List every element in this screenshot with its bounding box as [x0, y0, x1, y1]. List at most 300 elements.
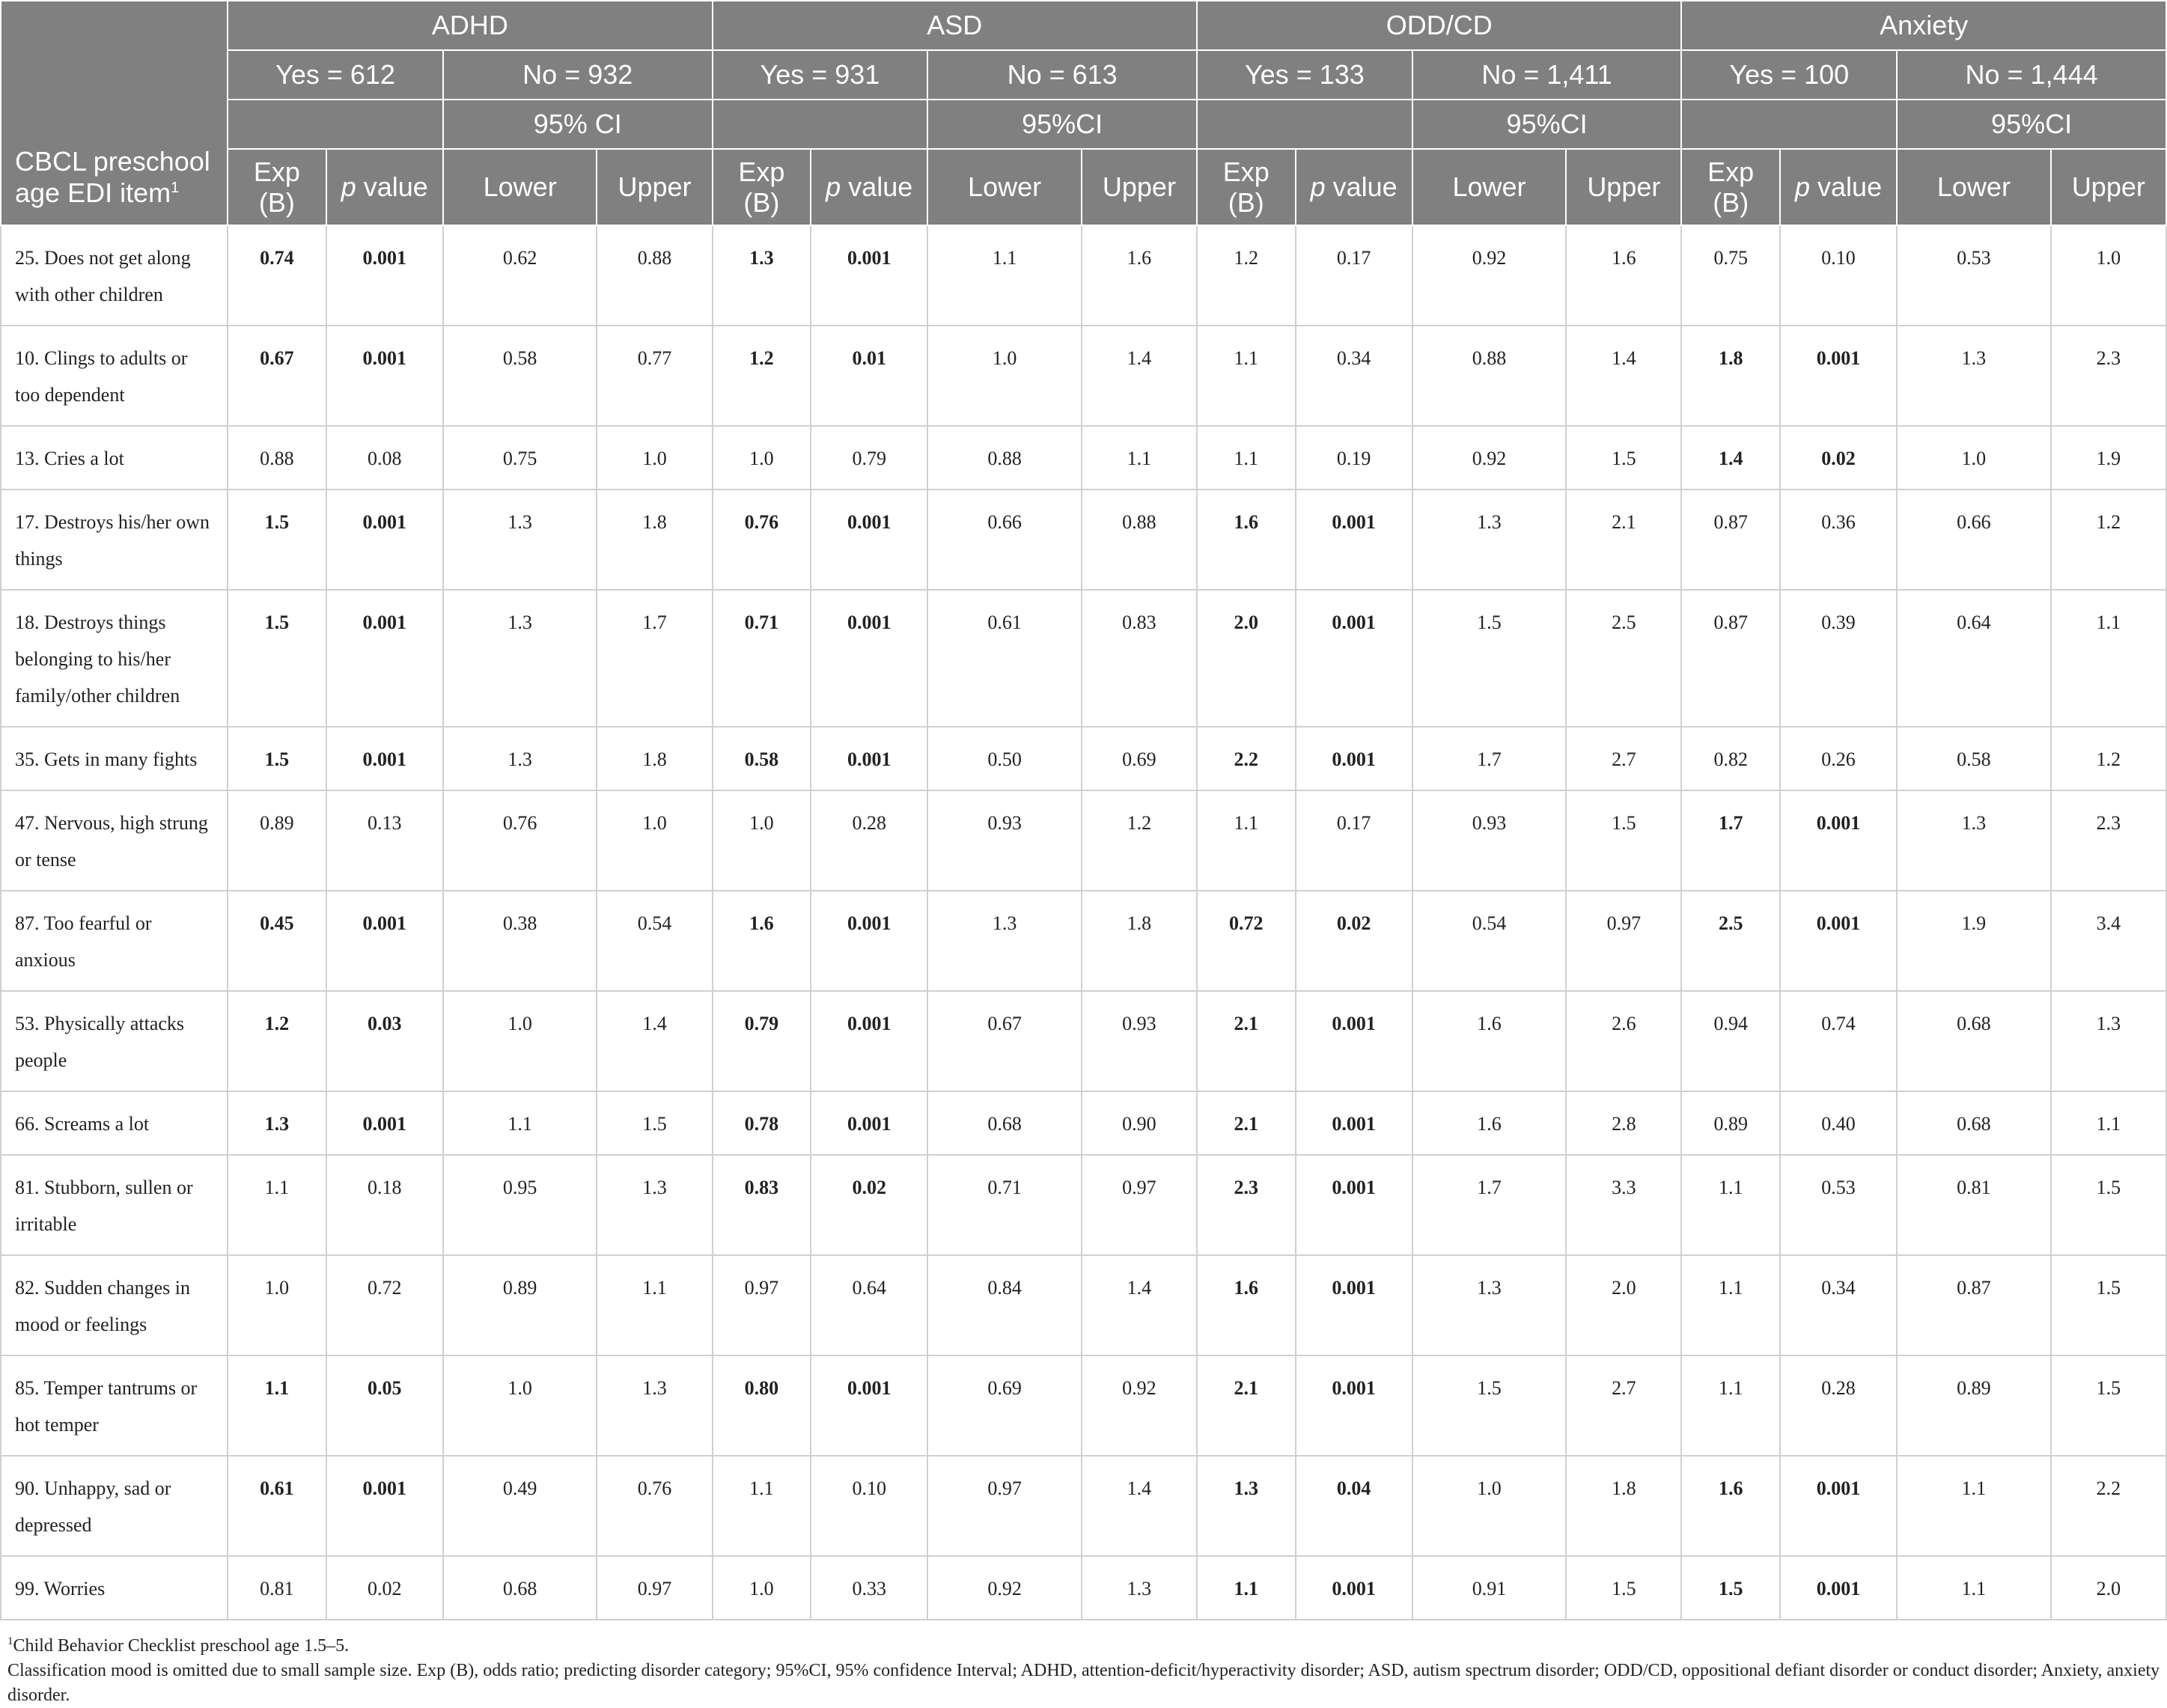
data-cell: 0.54: [597, 891, 712, 991]
data-cell: 0.71: [713, 590, 811, 727]
data-cell: 0.001: [326, 1456, 443, 1556]
data-cell: 0.72: [1197, 891, 1296, 991]
table-row: [1, 1091, 2166, 1155]
footnote-1-text: Child Behavior Checklist preschool age 1.5–5.: [13, 1636, 350, 1656]
data-cell: 0.02: [811, 1155, 927, 1255]
data-cell: 2.2: [1197, 727, 1296, 790]
lower-header: Lower: [443, 149, 597, 225]
data-cell: 1.6: [1197, 489, 1296, 590]
empty-header-cell: [1681, 100, 1897, 149]
group-header-odd-cd: ODD/CD: [1197, 1, 1681, 50]
data-cell: 0.76: [713, 489, 811, 590]
data-cell: 0.91: [1412, 1556, 1567, 1620]
data-cell: 0.89: [1897, 1355, 2051, 1456]
data-cell: 0.13: [326, 790, 443, 891]
data-cell: 0.97: [927, 1456, 1082, 1556]
data-cell: 0.62: [443, 225, 597, 326]
data-cell: 1.3: [443, 727, 597, 790]
exp-b-header: Exp (B): [1197, 149, 1296, 225]
data-cell: 0.001: [811, 489, 927, 590]
data-cell: 1.1: [713, 1456, 811, 1556]
no-count-header: No = 932: [443, 50, 713, 100]
data-cell: 0.33: [811, 1556, 927, 1620]
data-cell: 0.87: [1681, 590, 1780, 727]
data-cell: 1.1: [1197, 326, 1296, 426]
data-cell: 1.8: [1082, 891, 1197, 991]
data-cell: 1.5: [2051, 1255, 2166, 1355]
data-cell: 1.3: [228, 1091, 326, 1155]
yes-count-header: Yes = 100: [1681, 50, 1897, 100]
lower-header: Lower: [1412, 149, 1567, 225]
row-item-label: 17. Destroys his/her own things: [1, 489, 228, 590]
data-cell: 2.3: [1197, 1155, 1296, 1255]
data-cell: 1.5: [1566, 426, 1681, 489]
data-cell: 0.79: [811, 426, 927, 489]
table-row: [1, 727, 2166, 790]
data-cell: 0.90: [1082, 1091, 1197, 1155]
header-row-ci: [1, 100, 2166, 149]
data-cell: 0.84: [927, 1255, 1082, 1355]
data-cell: 0.69: [927, 1355, 1082, 1456]
data-cell: 0.34: [1296, 326, 1412, 426]
data-cell: 0.94: [1681, 991, 1780, 1091]
data-cell: 0.89: [228, 790, 326, 891]
ci-header: 95%CI: [1897, 100, 2166, 149]
data-cell: 0.02: [326, 1556, 443, 1620]
data-cell: 0.001: [326, 326, 443, 426]
data-cell: 0.001: [326, 891, 443, 991]
data-cell: 0.66: [1897, 489, 2051, 590]
data-cell: 1.0: [713, 790, 811, 891]
data-cell: 1.8: [1566, 1456, 1681, 1556]
data-cell: 1.1: [1197, 790, 1296, 891]
data-cell: 1.0: [597, 426, 712, 489]
data-cell: 0.05: [326, 1355, 443, 1456]
data-cell: 0.64: [1897, 590, 2051, 727]
data-cell: 0.89: [1681, 1091, 1780, 1155]
data-cell: 0.83: [1082, 590, 1197, 727]
data-cell: 0.19: [1296, 426, 1412, 489]
data-cell: 0.001: [326, 1091, 443, 1155]
lower-header: Lower: [1897, 149, 2051, 225]
exp-b-header: Exp (B): [713, 149, 811, 225]
table-row: [1, 225, 2166, 326]
data-cell: 1.5: [597, 1091, 712, 1155]
row-item-label: 25. Does not get along with other children: [1, 225, 228, 326]
empty-header-cell: [228, 100, 443, 149]
data-cell: 0.53: [1897, 225, 2051, 326]
row-item-label: 82. Sudden changes in mood or feelings: [1, 1255, 228, 1355]
data-cell: 0.87: [1681, 489, 1780, 590]
row-header-footnote-mark: 1: [171, 179, 180, 196]
data-cell: 0.001: [811, 727, 927, 790]
table-row: [1, 1355, 2166, 1456]
data-cell: 0.88: [597, 225, 712, 326]
row-item-label: 18. Destroys things belonging to his/her family/other children: [1, 590, 228, 727]
data-cell: 2.1: [1197, 1091, 1296, 1155]
data-cell: 1.8: [597, 489, 712, 590]
data-cell: 0.001: [1296, 590, 1412, 727]
data-cell: 1.3: [597, 1355, 712, 1456]
data-cell: 0.72: [326, 1255, 443, 1355]
data-cell: 0.92: [1412, 426, 1567, 489]
data-cell: 2.7: [1566, 727, 1681, 790]
data-cell: 0.92: [1082, 1355, 1197, 1456]
row-item-label: 85. Temper tantrums or hot temper: [1, 1355, 228, 1456]
data-cell: 1.5: [228, 590, 326, 727]
data-cell: 0.81: [228, 1556, 326, 1620]
data-cell: 0.93: [1082, 991, 1197, 1091]
data-cell: 0.76: [443, 790, 597, 891]
row-item-label: 66. Screams a lot: [1, 1091, 228, 1155]
row-item-label: 90. Unhappy, sad or depressed: [1, 1456, 228, 1556]
data-cell: 1.6: [713, 891, 811, 991]
p-value-header: p value: [1296, 149, 1412, 225]
data-cell: 1.7: [1412, 1155, 1567, 1255]
data-cell: 1.3: [1082, 1556, 1197, 1620]
data-cell: 0.40: [1780, 1091, 1897, 1155]
data-cell: 2.3: [2051, 790, 2166, 891]
data-cell: 0.78: [713, 1091, 811, 1155]
data-cell: 1.8: [597, 727, 712, 790]
data-cell: 0.02: [1296, 891, 1412, 991]
data-cell: 0.001: [1780, 790, 1897, 891]
ci-header: 95% CI: [443, 100, 713, 149]
data-cell: 0.18: [326, 1155, 443, 1255]
no-count-header: No = 1,444: [1897, 50, 2166, 100]
data-cell: 0.66: [927, 489, 1082, 590]
table-row: [1, 1556, 2166, 1620]
row-item-label: 47. Nervous, high strung or tense: [1, 790, 228, 891]
data-cell: 1.1: [1681, 1255, 1780, 1355]
data-cell: 0.97: [713, 1255, 811, 1355]
data-cell: 1.0: [927, 326, 1082, 426]
data-cell: 1.4: [597, 991, 712, 1091]
table-row: [1, 1155, 2166, 1255]
data-cell: 1.0: [443, 1355, 597, 1456]
data-cell: 1.6: [1412, 991, 1567, 1091]
data-cell: 0.75: [443, 426, 597, 489]
data-cell: 0.34: [1780, 1255, 1897, 1355]
data-cell: 1.5: [228, 489, 326, 590]
row-item-label: 81. Stubborn, sullen or irritable: [1, 1155, 228, 1255]
data-cell: 0.001: [811, 225, 927, 326]
data-cell: 0.88: [1412, 326, 1567, 426]
data-cell: 0.58: [1897, 727, 2051, 790]
table-body: [1, 225, 2166, 1620]
data-cell: 1.0: [2051, 225, 2166, 326]
data-cell: 0.67: [927, 991, 1082, 1091]
data-cell: 0.10: [811, 1456, 927, 1556]
data-cell: 1.1: [1681, 1355, 1780, 1456]
data-cell: 2.0: [1566, 1255, 1681, 1355]
data-cell: 3.4: [2051, 891, 2166, 991]
data-cell: 0.001: [326, 489, 443, 590]
data-cell: 0.88: [1082, 489, 1197, 590]
header-row-groups: [1, 1, 2166, 50]
data-cell: 1.2: [2051, 489, 2166, 590]
data-cell: 0.02: [1780, 426, 1897, 489]
data-cell: 2.5: [1681, 891, 1780, 991]
data-cell: 1.2: [1197, 225, 1296, 326]
data-cell: 0.61: [927, 590, 1082, 727]
data-cell: 0.64: [811, 1255, 927, 1355]
table-row: [1, 590, 2166, 727]
data-cell: 0.50: [927, 727, 1082, 790]
data-cell: 0.26: [1780, 727, 1897, 790]
data-cell: 1.5: [228, 727, 326, 790]
data-cell: 0.77: [597, 326, 712, 426]
group-header-asd: ASD: [713, 1, 1197, 50]
data-cell: 1.5: [1566, 1556, 1681, 1620]
data-cell: 1.6: [1681, 1456, 1780, 1556]
data-cell: 2.3: [2051, 326, 2166, 426]
group-header-anxiety: Anxiety: [1681, 1, 2166, 50]
yes-count-header: Yes = 931: [713, 50, 928, 100]
data-cell: 1.4: [1681, 426, 1780, 489]
data-cell: 1.5: [1412, 590, 1567, 727]
data-cell: 1.0: [713, 1556, 811, 1620]
group-header-adhd: ADHD: [228, 1, 712, 50]
row-header-text: CBCL preschool age EDI item: [15, 146, 210, 208]
data-cell: 1.0: [228, 1255, 326, 1355]
header-row-counts: [1, 50, 2166, 100]
p-value-header: p value: [811, 149, 927, 225]
data-cell: 1.7: [597, 590, 712, 727]
empty-header-cell: [713, 100, 928, 149]
data-cell: 0.001: [1296, 727, 1412, 790]
header-row-stats: [1, 149, 2166, 225]
data-cell: 1.3: [443, 590, 597, 727]
data-cell: 0.87: [1897, 1255, 2051, 1355]
data-cell: 2.0: [1197, 590, 1296, 727]
data-cell: 0.001: [811, 891, 927, 991]
table-header: [1, 1, 2166, 225]
data-cell: 1.2: [228, 991, 326, 1091]
data-cell: 1.1: [443, 1091, 597, 1155]
table-row: [1, 991, 2166, 1091]
row-item-label: 87. Too fearful or anxious: [1, 891, 228, 991]
ci-header: 95%CI: [927, 100, 1197, 149]
row-header-cell: [1, 1, 228, 225]
table-row: [1, 790, 2166, 891]
data-cell: 1.1: [1897, 1456, 2051, 1556]
data-cell: 1.1: [228, 1155, 326, 1255]
row-item-label: 13. Cries a lot: [1, 426, 228, 489]
data-cell: 0.001: [1296, 1091, 1412, 1155]
data-cell: 1.6: [1566, 225, 1681, 326]
data-cell: 0.17: [1296, 225, 1412, 326]
data-cell: 0.49: [443, 1456, 597, 1556]
data-cell: 0.95: [443, 1155, 597, 1255]
data-cell: 0.001: [1296, 1255, 1412, 1355]
data-cell: 1.4: [1082, 1255, 1197, 1355]
upper-header: Upper: [2051, 149, 2166, 225]
data-cell: 0.58: [713, 727, 811, 790]
data-cell: 1.3: [443, 489, 597, 590]
data-cell: 2.8: [1566, 1091, 1681, 1155]
row-item-label: 99. Worries: [1, 1556, 228, 1620]
data-cell: 0.74: [228, 225, 326, 326]
table-row: [1, 426, 2166, 489]
lower-header: Lower: [927, 149, 1082, 225]
data-cell: 1.1: [228, 1355, 326, 1456]
data-cell: 1.0: [597, 790, 712, 891]
data-cell: 0.001: [1296, 1155, 1412, 1255]
data-cell: 0.69: [1082, 727, 1197, 790]
data-cell: 2.6: [1566, 991, 1681, 1091]
data-cell: 0.001: [1296, 1355, 1412, 1456]
data-cell: 0.001: [811, 991, 927, 1091]
data-cell: 1.3: [1412, 489, 1567, 590]
data-cell: 0.28: [1780, 1355, 1897, 1456]
yes-count-header: Yes = 612: [228, 50, 443, 100]
footnote-2: Classification mood is omitted due to small sample size. Exp (B), odds ratio; predicting disorder category; 95%CI, 95% confidence Interval; ADHD, attention-deficit/hyperactivity disorder; ASD, autism spectrum disorder; ODD/CD, oppositional defiant disorder or conduct disorder; Anxiety, anxiety disorder.: [7, 1661, 2160, 1705]
data-cell: 0.08: [326, 426, 443, 489]
data-cell: 0.03: [326, 991, 443, 1091]
p-value-header: p value: [1780, 149, 1897, 225]
data-cell: 2.2: [2051, 1456, 2166, 1556]
data-cell: 0.54: [1412, 891, 1567, 991]
data-cell: 1.1: [1681, 1155, 1780, 1255]
data-cell: 1.3: [1897, 790, 2051, 891]
data-cell: 1.5: [2051, 1155, 2166, 1255]
data-cell: 0.68: [1897, 991, 2051, 1091]
data-cell: 1.3: [2051, 991, 2166, 1091]
p-value-header: p value: [326, 149, 443, 225]
data-cell: 1.1: [927, 225, 1082, 326]
data-cell: 0.67: [228, 326, 326, 426]
data-cell: 0.28: [811, 790, 927, 891]
data-cell: 1.3: [927, 891, 1082, 991]
data-cell: 0.76: [597, 1456, 712, 1556]
table-row: [1, 1255, 2166, 1355]
data-cell: 1.4: [1082, 326, 1197, 426]
data-cell: 0.58: [443, 326, 597, 426]
data-cell: 0.88: [927, 426, 1082, 489]
data-cell: 0.92: [1412, 225, 1567, 326]
data-cell: 1.1: [2051, 1091, 2166, 1155]
data-cell: 0.38: [443, 891, 597, 991]
data-cell: 2.1: [1566, 489, 1681, 590]
data-cell: 1.3: [597, 1155, 712, 1255]
data-cell: 1.5: [2051, 1355, 2166, 1456]
data-cell: 0.97: [1566, 891, 1681, 991]
data-cell: 0.82: [1681, 727, 1780, 790]
data-cell: 1.2: [1082, 790, 1197, 891]
row-item-label: 53. Physically attacks people: [1, 991, 228, 1091]
data-cell: 0.001: [326, 590, 443, 727]
data-cell: 1.5: [1566, 790, 1681, 891]
footnote-1-mark: 1: [7, 1635, 13, 1647]
data-cell: 0.001: [811, 1091, 927, 1155]
upper-header: Upper: [1566, 149, 1681, 225]
exp-b-header: Exp (B): [228, 149, 326, 225]
data-cell: 0.001: [1780, 1556, 1897, 1620]
yes-count-header: Yes = 133: [1197, 50, 1412, 100]
data-cell: 1.5: [1412, 1355, 1567, 1456]
data-cell: 1.1: [2051, 590, 2166, 727]
data-cell: 1.9: [2051, 426, 2166, 489]
data-cell: 0.74: [1780, 991, 1897, 1091]
data-cell: 1.4: [1566, 326, 1681, 426]
row-item-label: 10. Clings to adults or too dependent: [1, 326, 228, 426]
data-cell: 0.04: [1296, 1456, 1412, 1556]
data-cell: 0.10: [1780, 225, 1897, 326]
data-cell: 1.6: [1082, 225, 1197, 326]
data-cell: 2.0: [2051, 1556, 2166, 1620]
data-cell: 1.3: [1197, 1456, 1296, 1556]
data-cell: 1.6: [1197, 1255, 1296, 1355]
data-cell: 1.1: [1197, 426, 1296, 489]
no-count-header: No = 1,411: [1412, 50, 1682, 100]
data-cell: 0.001: [326, 727, 443, 790]
data-cell: 1.3: [713, 225, 811, 326]
data-cell: 0.89: [443, 1255, 597, 1355]
data-cell: 1.6: [1412, 1091, 1567, 1155]
exp-b-header: Exp (B): [1681, 149, 1780, 225]
table-row: [1, 326, 2166, 426]
data-cell: 0.75: [1681, 225, 1780, 326]
data-cell: 0.17: [1296, 790, 1412, 891]
data-cell: 0.80: [713, 1355, 811, 1456]
data-cell: 0.001: [1780, 1456, 1897, 1556]
data-cell: 0.97: [1082, 1155, 1197, 1255]
data-cell: 0.53: [1780, 1155, 1897, 1255]
data-cell: 0.001: [811, 1355, 927, 1456]
data-cell: 1.2: [2051, 727, 2166, 790]
data-cell: 1.1: [597, 1255, 712, 1355]
data-cell: 1.0: [443, 991, 597, 1091]
data-cell: 0.88: [228, 426, 326, 489]
data-cell: 1.0: [1412, 1456, 1567, 1556]
data-cell: 0.001: [1296, 1556, 1412, 1620]
data-cell: 0.92: [927, 1556, 1082, 1620]
empty-header-cell: [1197, 100, 1412, 149]
row-item-label: 35. Gets in many fights: [1, 727, 228, 790]
data-cell: 0.001: [326, 225, 443, 326]
data-cell: 0.001: [1780, 891, 1897, 991]
data-cell: 0.68: [927, 1091, 1082, 1155]
data-cell: 0.79: [713, 991, 811, 1091]
data-cell: 0.001: [1296, 991, 1412, 1091]
data-cell: 0.45: [228, 891, 326, 991]
footnote-1: [7, 1629, 2167, 1659]
data-cell: 0.61: [228, 1456, 326, 1556]
data-cell: 1.7: [1412, 727, 1567, 790]
data-cell: 1.7: [1681, 790, 1780, 891]
data-cell: 1.8: [1681, 326, 1780, 426]
data-cell: 1.9: [1897, 891, 2051, 991]
data-cell: 0.68: [1897, 1091, 2051, 1155]
data-cell: 0.001: [1296, 489, 1412, 590]
data-cell: 2.7: [1566, 1355, 1681, 1456]
data-cell: 1.0: [713, 426, 811, 489]
data-cell: 3.3: [1566, 1155, 1681, 1255]
data-cell: 1.1: [1197, 1556, 1296, 1620]
table-footnotes: [0, 1620, 2167, 1708]
data-cell: 1.1: [1897, 1556, 2051, 1620]
data-cell: 0.81: [1897, 1155, 2051, 1255]
data-cell: 0.97: [597, 1556, 712, 1620]
data-cell: 0.01: [811, 326, 927, 426]
data-cell: 0.001: [811, 590, 927, 727]
no-count-header: No = 613: [927, 50, 1197, 100]
data-cell: 1.5: [1681, 1556, 1780, 1620]
data-cell: 0.83: [713, 1155, 811, 1255]
data-cell: 0.68: [443, 1556, 597, 1620]
data-cell: 0.93: [1412, 790, 1567, 891]
